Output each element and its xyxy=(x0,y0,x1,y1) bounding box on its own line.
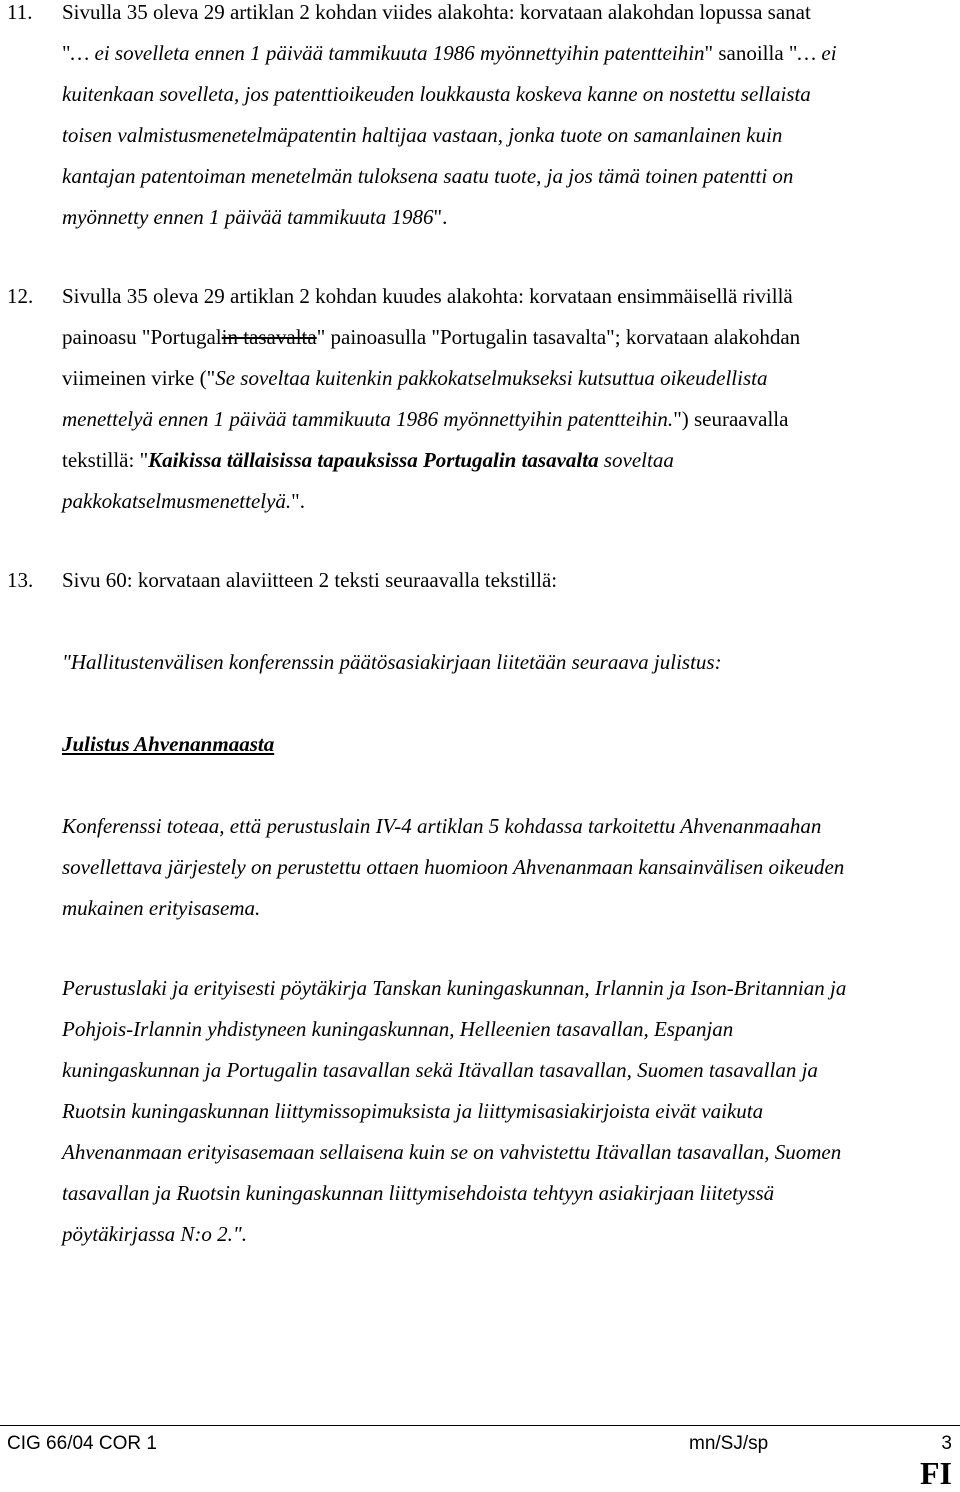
p2-line-3: kuningaskunnan ja Portugalin tasavallan sekä Itävallan tasavallan, Suomen tasavallan ja xyxy=(62,1058,818,1082)
footer-doc-ref: CIG 66/04 COR 1 xyxy=(7,1433,157,1454)
struck-text: in tasavalta xyxy=(221,325,317,349)
p2-line-5: Ahvenanmaan erityisasemaan sellaisena kuin se on vahvistettu Itävallan tasavallan, Suomen xyxy=(62,1140,842,1164)
item-11-text xyxy=(62,0,950,238)
p1-line-3: mukainen erityisasema. xyxy=(62,896,261,920)
item-13-line-1: Sivu 60: korvataan alaviitteen 2 teksti seuraavalla tekstillä: xyxy=(62,568,558,592)
footer-initials: mn/SJ/sp xyxy=(689,1433,769,1454)
p2-line-7: pöytäkirjassa N:o 2.". xyxy=(62,1222,247,1246)
item-11-line-2: "… ei sovelleta ennen 1 päivää tammikuuta 1986 myönnettyihin patentteihin" sanoilla "… ei xyxy=(62,41,837,65)
item-11-line-4: toisen valmistusmenetelmäpatentin haltijaa vastaan, jonka tuote on samanlainen kuin xyxy=(62,123,783,147)
item-11-line-5: kantajan patentoiman menetelmän tuloksena saatu tuote, ja jos tämä toinen patentti on xyxy=(62,164,794,188)
item-12-line-6: pakkokatselmusmenettelyä.". xyxy=(62,489,305,513)
p2-line-4: Ruotsin kuningaskunnan liittymissopimuksista ja liittymisasiakirjoista eivät vaikuta xyxy=(62,1099,764,1123)
p1-line-2: sovellettava järjestely on perustettu ottaen huomioon Ahvenanmaan kansainvälisen oikeuden xyxy=(62,855,845,879)
declaration-heading-text: Julistus Ahvenanmaasta xyxy=(62,732,275,756)
item-11-line-3: kuitenkaan sovelleta, jos patenttioikeuden loukkausta koskeva kanne on nostettu sellaista xyxy=(62,82,811,106)
footer-language-code: FI xyxy=(920,1455,952,1491)
p2-line-1: Perustuslaki ja erityisesti pöytäkirja Tanskan kuningaskunnan, Irlannin ja Ison-Britannian ja xyxy=(62,976,847,1000)
item-13-number: 13. xyxy=(7,568,34,592)
item-12-line-2: painoasu "Portugalin tasavalta" painoasulla "Portugalin tasavalta"; korvataan alakohdan xyxy=(62,325,801,349)
item-13-intro xyxy=(62,560,950,601)
quote-intro xyxy=(62,642,950,683)
item-11-line-1: Sivulla 35 oleva 29 artiklan 2 kohdan viides alakohta: korvataan alakohdan lopussa sanat xyxy=(62,0,811,24)
bold-italic-text: Kaikissa tällaisissa tapauksissa Portugalin tasavalta xyxy=(148,448,599,472)
p1-line-1: Konferenssi toteaa, että perustuslain IV-4 artiklan 5 kohdassa tarkoitettu Ahvenanmaahan xyxy=(62,814,822,838)
footer-page-number: 3 xyxy=(941,1433,952,1454)
declaration-paragraph-1 xyxy=(62,806,950,929)
item-12-text xyxy=(62,276,950,522)
p2-line-6: tasavallan ja Ruotsin kuningaskunnan liittymisehdoista tehtyyn asiakirjaan liitetyssä xyxy=(62,1181,775,1205)
quote-intro-text: "Hallitustenvälisen konferenssin päätösasiakirjaan liitetään seuraava julistus: xyxy=(62,650,722,674)
item-12-line-4: menettelyä ennen 1 päivää tammikuuta 1986 myönnettyihin patentteihin.") seuraavalla xyxy=(62,407,789,431)
declaration-paragraph-2 xyxy=(62,968,950,1255)
item-11-line-6: myönnetty ennen 1 päivää tammikuuta 1986". xyxy=(62,205,448,229)
item-12-line-1: Sivulla 35 oleva 29 artiklan 2 kohdan kuudes alakohta: korvataan ensimmäisellä rivillä xyxy=(62,284,793,308)
p2-line-2: Pohjois-Irlannin yhdistyneen kuningaskunnan, Helleenien tasavallan, Espanjan xyxy=(62,1017,734,1041)
item-12-line-3: viimeinen virke ("Se soveltaa kuitenkin pakkokatselmukseksi kutsuttua oikeudellista xyxy=(62,366,768,390)
footer-rule xyxy=(0,1425,960,1426)
item-12-number: 12. xyxy=(7,284,34,308)
item-12-line-5: tekstillä: "Kaikissa tällaisissa tapauksissa Portugalin tasavalta soveltaa xyxy=(62,448,674,472)
item-11-number: 11. xyxy=(7,0,33,24)
declaration-heading xyxy=(62,724,950,765)
